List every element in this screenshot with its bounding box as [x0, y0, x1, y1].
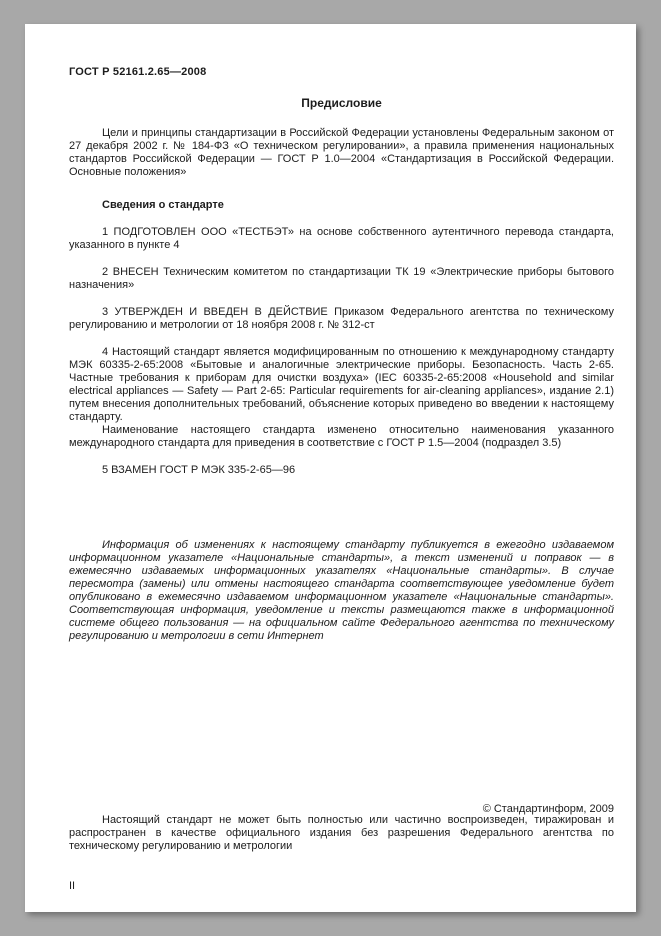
document-header: ГОСТ Р 52161.2.65—2008: [69, 66, 207, 78]
standard-item-4-continued: Наименование настоящего стандарта изменено относительно наименования указанного международного стандарта для приведения в соответствие с ГОСТ Р 1.5—2004 (подраздел 3.5): [69, 424, 614, 449]
page-title: Предисловие: [301, 96, 382, 110]
standard-item-3: 3 УТВЕРЖДЕН И ВВЕДЕН В ДЕЙСТВИЕ Приказом Федерального агентства по техническому регулированию и метрологии от 18 ноября 2008 г. № 312-ст: [69, 306, 614, 331]
standard-item-4: 4 Настоящий стандарт является модифицированным по отношению к международному стандарту МЭК 60335-2-65:2008 «Бытовые и аналогичные электрические приборы. Безопасность. Часть 2-65. Частные требования к приборам для очистки воздуха» (IEC 60335-2-65:2008 «Household and similar electrical appliances — Safety — Part 2-65: Particular requirements for air-cleaning appliances», издание 2.1) путем внесения дополнительных требований, объяснение которых приведено во введении к настоящему стандарту.: [69, 346, 614, 423]
amendment-notice: Информация об изменениях к настоящему стандарту публикуется в ежегодно издаваемом информационном указателе «Национальные стандарты», а текст изменений и поправок — в ежемесячно издаваемых информационных указателях «Национальные стандарты». В случае пересмотра (замены) или отмены настоящего стандарта соответствующее уведомление будет опубликовано в ежемесячно издаваемом информационном указателе «Национальные стандарты». Соответствующая информация, уведомление и тексты размещаются также в информационной системе общего пользования — на официальном сайте Федерального агентства по техническому регулированию и метрологии в сети Интернет: [69, 539, 614, 642]
document-page: [25, 24, 636, 912]
page-number: II: [69, 880, 76, 892]
standard-item-2: 2 ВНЕСЕН Техническим комитетом по стандартизации ТК 19 «Электрические приборы бытового назначения»: [69, 266, 614, 291]
standard-item-5: 5 ВЗАМЕН ГОСТ Р МЭК 335-2-65—96: [102, 464, 296, 476]
standard-item-1: 1 ПОДГОТОВЛЕН ООО «ТЕСТБЭТ» на основе собственного аутентичного перевода стандарта, указанного в пункте 4: [69, 226, 614, 251]
standard-info-heading: Сведения о стандарте: [102, 199, 224, 211]
reproduction-notice: Настоящий стандарт не может быть полностью или частично воспроизведен, тиражирован и распространен в качестве официального издания без разрешения Федерального агентства по техническому регулированию и метрологии: [69, 814, 614, 852]
intro-paragraph: Цели и принципы стандартизации в Российской Федерации установлены Федеральным законом от 27 декабря 2002 г. № 184-ФЗ «О техническом регулировании», а правила применения национальных стандартов Российской Федерации — ГОСТ Р 1.0—2004 «Стандартизация в Российской Федерации. Основные положения»: [69, 127, 614, 178]
copyright-line: © Стандартинформ, 2009: [482, 803, 614, 815]
